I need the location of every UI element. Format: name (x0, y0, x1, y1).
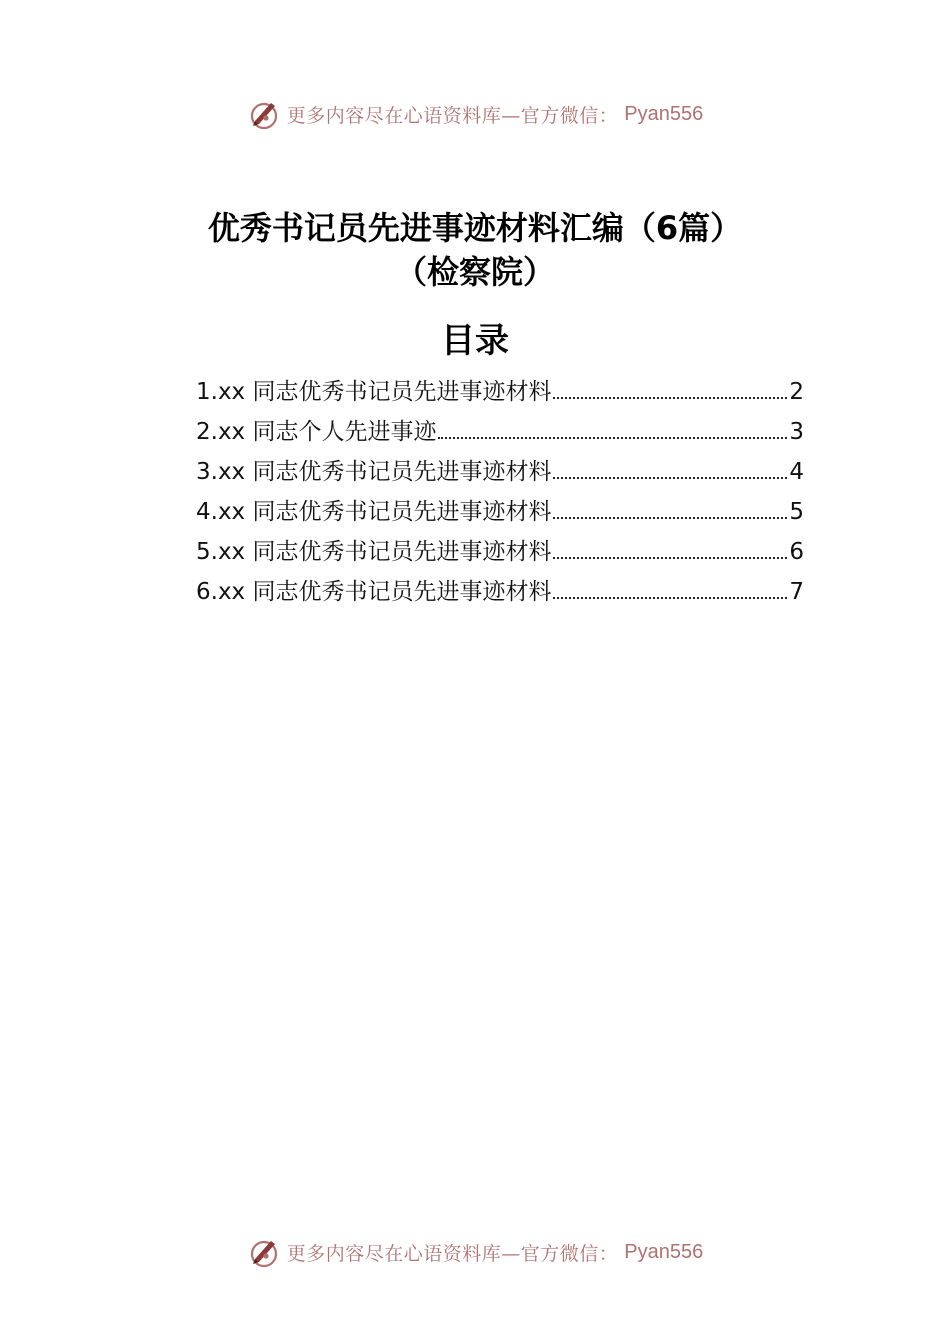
toc-entry-page: 3 (789, 419, 804, 445)
watermark-text: 更多内容尽在心语资料库—官方微信： (286, 104, 619, 127)
toc-entry-label: 2.xx 同志个人先进事迹 (196, 419, 437, 445)
toc-entry-label: 4.xx 同志优秀书记员先进事迹材料 (196, 499, 552, 525)
toc-entry-page: 4 (789, 459, 804, 485)
toc-heading: 目录 (441, 321, 509, 361)
toc-entry-label: 1.xx 同志优秀书记员先进事迹材料 (196, 379, 552, 405)
toc-entry[interactable] (196, 532, 804, 572)
document-title (0, 206, 950, 294)
toc-entry-page: 5 (789, 499, 804, 525)
toc-entry[interactable] (196, 412, 804, 452)
toc-entry[interactable] (196, 572, 804, 612)
toc-entry[interactable] (196, 372, 804, 412)
watermark-wechat-id: Pyan556 (624, 1240, 704, 1263)
toc-dot-leader (553, 477, 787, 479)
toc-entry-page: 7 (789, 579, 804, 605)
toc-entry-label: 6.xx 同志优秀书记员先进事迹材料 (196, 579, 552, 605)
toc-dot-leader (438, 437, 787, 439)
toc-dot-leader (553, 517, 787, 519)
toc-entry-label: 5.xx 同志优秀书记员先进事迹材料 (196, 539, 552, 565)
toc-entry[interactable] (196, 492, 804, 532)
watermark-text: 更多内容尽在心语资料库—官方微信： (286, 1242, 619, 1265)
toc-entry-page: 2 (789, 379, 804, 405)
title-line-1: 优秀书记员先进事迹材料汇编（6篇） (207, 209, 743, 247)
toc-dot-leader (553, 597, 787, 599)
toc-entry-page: 6 (789, 539, 804, 565)
toc-entry-label: 3.xx 同志优秀书记员先进事迹材料 (196, 459, 552, 485)
footer-watermark (0, 1232, 950, 1272)
watermark-wechat-id: Pyan556 (624, 102, 704, 125)
toc-dot-leader (553, 557, 787, 559)
toc-entry[interactable] (196, 452, 804, 492)
table-of-contents (196, 372, 804, 612)
pen-logo-icon (247, 1235, 281, 1269)
title-line-2: （检察院） (394, 253, 555, 291)
toc-dot-leader (553, 397, 787, 399)
pen-logo-icon (247, 97, 281, 131)
header-watermark (0, 94, 950, 134)
